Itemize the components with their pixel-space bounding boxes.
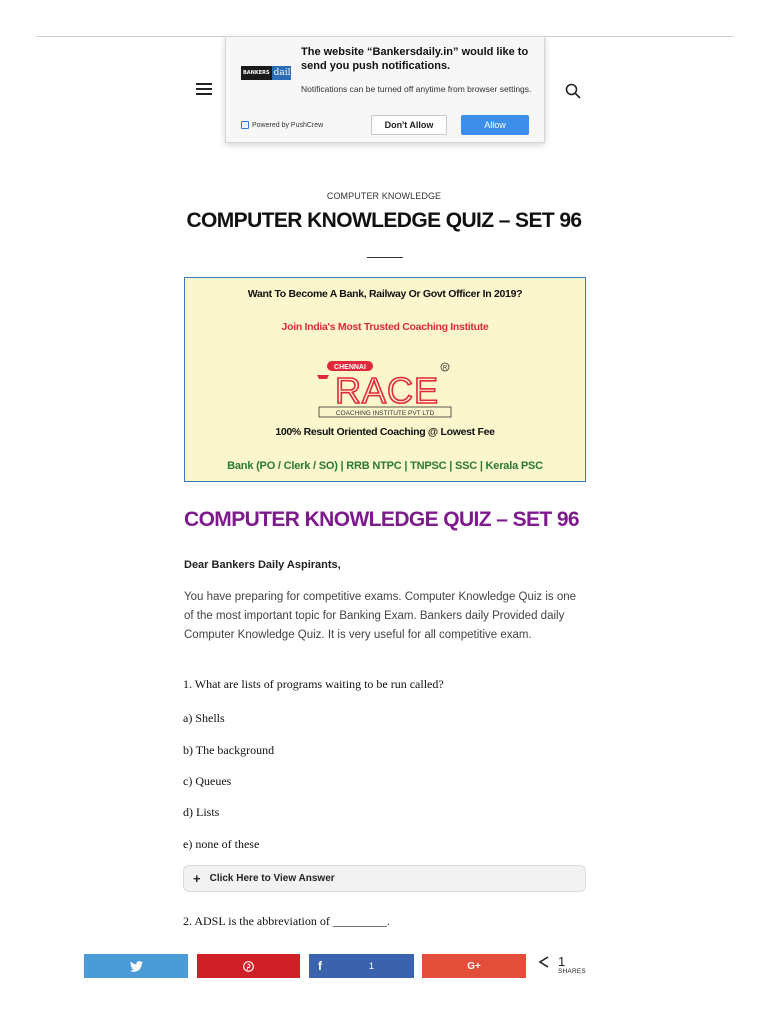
- share-total[interactable]: [538, 955, 586, 975]
- plus-icon: +: [193, 871, 201, 886]
- question-2: 2. ADSL is the abbreviation of _________.: [183, 914, 390, 928]
- ad-exams: Bank (PO / Clerk / SO) | RRB NTPC | TNPSC | SSC | Kerala PSC: [227, 460, 543, 472]
- intro-paragraph: You have preparing for competitive exams. Computer Knowledge Quiz is one of the most important topic for Banking Exam. Bankers daily Provided daily Computer Knowledge Quiz. It is very useful for all competitive exam.: [184, 591, 577, 641]
- ad-promise: 100% Result Oriented Coaching @ Lowest Fee: [275, 426, 495, 438]
- post-title: COMPUTER KNOWLEDGE QUIZ – SET 96: [186, 209, 582, 232]
- pushcrew-icon: [241, 121, 249, 129]
- ad-tagline: Join India's Most Trusted Coaching Institute: [281, 321, 489, 333]
- facebook-icon: f: [318, 959, 322, 973]
- option-b: b) The background: [183, 743, 275, 757]
- push-subtitle: Notifications can be turned off anytime from browser settings.: [301, 84, 532, 94]
- twitter-icon: [130, 961, 143, 972]
- svg-text:CHENNAI: CHENNAI: [334, 364, 366, 371]
- search-icon[interactable]: [564, 82, 582, 100]
- content-heading: COMPUTER KNOWLEDGE QUIZ – SET 96: [184, 508, 580, 531]
- view-answer-label: Click Here to View Answer: [209, 873, 335, 884]
- view-answer-button[interactable]: [183, 865, 586, 892]
- share-icon: [538, 955, 550, 969]
- total-share-count: 1: [558, 954, 566, 969]
- allow-button[interactable]: Allow: [461, 115, 529, 135]
- dont-allow-button[interactable]: Don't Allow: [371, 115, 447, 135]
- bankersdaily-logo: BANKERS daily: [243, 68, 296, 78]
- svg-text:COACHING INSTITUTE PVT LTD: COACHING INSTITUTE PVT LTD: [335, 410, 435, 417]
- push-title: The website “Bankersdaily.in” would like to send you push notifications.: [301, 46, 529, 72]
- option-d: d) Lists: [183, 805, 220, 819]
- twitter-share-button[interactable]: [84, 954, 188, 978]
- race-logo: [315, 359, 455, 419]
- title-divider: [367, 257, 403, 258]
- facebook-share-button[interactable]: [309, 954, 414, 978]
- post-category[interactable]: COMPUTER KNOWLEDGE: [326, 191, 442, 201]
- pinterest-icon: [243, 961, 254, 972]
- option-e: e) none of these: [183, 837, 260, 851]
- svg-text:R: R: [442, 365, 448, 372]
- hamburger-menu-icon[interactable]: [196, 83, 212, 97]
- question-1: 1. What are lists of programs waiting to be run called?: [183, 677, 444, 691]
- powered-by-label[interactable]: Powered by PushCrew: [241, 121, 323, 129]
- pinterest-share-button[interactable]: [197, 954, 300, 978]
- google-plus-share-button[interactable]: [422, 954, 526, 978]
- option-c: c) Queues: [183, 774, 232, 788]
- option-a: a) Shells: [183, 711, 225, 725]
- svg-text:RACE: RACE: [334, 370, 440, 411]
- facebook-share-count: 1: [368, 961, 374, 971]
- push-notification-popup: [225, 36, 545, 143]
- google-plus-icon: G+: [467, 960, 481, 972]
- shares-label: SHARES: [558, 968, 586, 975]
- race-ad-banner[interactable]: [184, 277, 586, 482]
- ad-headline: Want To Become A Bank, Railway Or Govt Officer In 2019?: [247, 288, 523, 300]
- greeting-text: Dear Bankers Daily Aspirants,: [184, 559, 341, 571]
